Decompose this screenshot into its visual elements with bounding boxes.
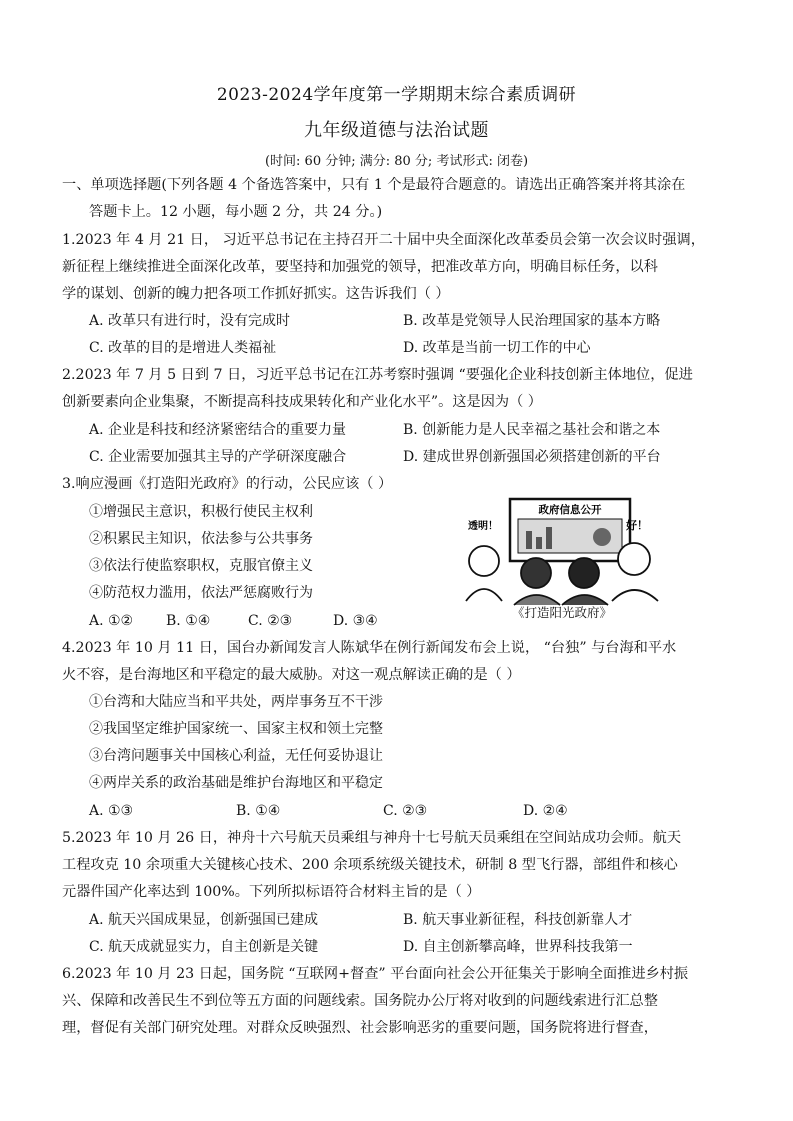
- q6-stem-line3: 理，督促有关部门研究处理。对群众反映强烈、社会影响恶劣的重要问题，国务院将进行督查，: [62, 1020, 658, 1036]
- q3-item-1: ①增强民主意识，积极行使民主权利: [89, 504, 313, 520]
- q4-item-3: ③台湾问题事关中国核心利益，无任何妥协退让: [89, 748, 383, 764]
- person-back-head: [521, 558, 551, 588]
- q5-option-b: B. 航天事业新征程，科技创新靠人才: [403, 912, 633, 928]
- q3-option-b: B. ①④: [166, 613, 211, 629]
- q6-stem-line1: 6.2023 年 10 月 23 日起，国务院 “互联网+督查” 平台面向社会公开征集关于影响全面推进乡村振: [62, 966, 689, 982]
- bubble-right-text: 好！: [626, 519, 648, 532]
- q5-stem-line2: 工程攻克 10 余项重大关键核心技术、200 余项系统级关键技术，研制 8 型飞行器，部组件和核心: [62, 857, 678, 873]
- q4-item-2: ②我国坚定维护国家统一、国家主权和领土完整: [89, 721, 383, 737]
- q5-stem-line1: 5.2023 年 10 月 26 日，神舟十六号航天员乘组与神舟十七号航天员乘组在空间站成功会师。航天: [62, 830, 682, 846]
- person-center-head: [569, 558, 599, 588]
- person-right-body: [612, 590, 658, 601]
- q3-option-a: A. ①②: [89, 613, 134, 629]
- q3-stem: 3.响应漫画《打造阳光政府》的行动，公民应该（ ）: [62, 476, 393, 492]
- q5-stem-line3: 元器件国产化率达到 100%。下列所拟标语符合材料主旨的是（ ）: [62, 884, 481, 900]
- q5-option-d: D. 自主创新攀高峰，世界科技我第一: [403, 939, 633, 955]
- q4-option-c: C. ②③: [383, 803, 428, 819]
- person-left-head: [469, 546, 499, 576]
- q2-option-a: A. 企业是科技和经济紧密结合的重要力量: [89, 422, 347, 438]
- q2-option-b: B. 创新能力是人民幸福之基社会和谐之本: [403, 422, 661, 438]
- q4-stem-line2: 火不容，是台海地区和平稳定的最大威胁。对这一观点解读正确的是（ ）: [62, 667, 521, 683]
- exam-title: 2023-2024学年度第一学期期末综合素质调研: [216, 85, 577, 105]
- q2-option-c: C. 企业需要加强其主导的产学研深度融合: [89, 449, 347, 465]
- board-text: 政府信息公开: [538, 504, 602, 516]
- q1-stem-line2: 新征程上继续推进全面深化改革，要坚持和加强党的领导，把准改革方向，明确目标任务，以科: [62, 259, 658, 275]
- q1-option-c: C. 改革的目的是增进人类福祉: [89, 340, 277, 356]
- person-left-body: [466, 589, 502, 601]
- q4-option-a: A. ①③: [89, 803, 134, 819]
- q5-option-c: C. 航天成就显实力，自主创新是关键: [89, 939, 319, 955]
- board-bar: [526, 531, 532, 549]
- section-instruction-line1: 一、单项选择题(下列各题 4 个备选答案中，只有 1 个是最符合题意的。请选出正确答案并将其涂在: [62, 177, 686, 193]
- board-pie: [593, 528, 611, 546]
- q1-stem-line1: 1.2023 年 4 月 21 日， 习近平总书记在主持召开二十届中央全面深化改革委员会第一次会议时强调，: [62, 232, 705, 248]
- person-right-head: [618, 543, 650, 575]
- board-bar: [536, 537, 542, 549]
- cartoon-caption: 《打造阳光政府》: [512, 605, 613, 620]
- q4-option-b: B. ①④: [236, 803, 281, 819]
- bubble-left-text: 透明！: [468, 521, 498, 532]
- q4-item-1: ①台湾和大陆应当和平共处，两岸事务互不干涉: [89, 694, 383, 710]
- q2-stem-line1: 2.2023 年 7 月 5 日到 7 日，习近平总书记在江苏考察时强调 “要强化企业科技创新主体地位，促进: [62, 367, 693, 383]
- q4-option-d: D. ②④: [523, 803, 568, 819]
- q4-stem-line1: 4.2023 年 10 月 11 日，国台办新闻发言人陈斌华在例行新闻发布会上说， “台独” 与台海和平水: [62, 640, 677, 656]
- q5-option-a: A. 航天兴国成果显，创新强国已建成: [89, 912, 319, 928]
- q3-item-4: ④防范权力滥用，依法严惩腐败行为: [89, 585, 313, 601]
- section-instruction-line2: 答题卡上。12 小题，每小题 2 分，共 24 分。): [89, 204, 383, 220]
- q3-option-d: D. ③④: [333, 613, 378, 629]
- q3-item-3: ③依法行使监察职权，克服官僚主义: [89, 558, 313, 574]
- exam-info: (时间: 60 分钟; 满分: 80 分; 考试形式: 闭卷): [264, 154, 529, 169]
- q1-option-d: D. 改革是当前一切工作的中心: [403, 340, 591, 356]
- q6-stem-line2: 兴、保障和改善民生不到位等五方面的问题线索。国务院办公厅将对收到的问题线索进行汇总整: [62, 993, 658, 1009]
- board-bar: [546, 527, 552, 549]
- q1-option-a: A. 改革只有进行时，没有完成时: [89, 313, 291, 329]
- q4-item-4: ④两岸关系的政治基础是维护台海地区和平稳定: [89, 775, 383, 791]
- q2-stem-line2: 创新要素向企业集聚，不断提高科技成果转化和产业化水平”。这是因为（ ）: [62, 394, 542, 410]
- q3-option-c: C. ②③: [248, 613, 293, 629]
- exam-subtitle: 九年级道德与法治试题: [304, 120, 489, 141]
- q1-option-b: B. 改革是党领导人民治理国家的基本方略: [403, 313, 661, 329]
- q3-item-2: ②积累民主知识，依法参与公共事务: [89, 531, 313, 547]
- q2-option-d: D. 建成世界创新强国必须搭建创新的平台: [403, 449, 661, 465]
- q1-stem-line3: 学的谋划、创新的魄力把各项工作抓好抓实。这告诉我们（ ）: [62, 286, 450, 302]
